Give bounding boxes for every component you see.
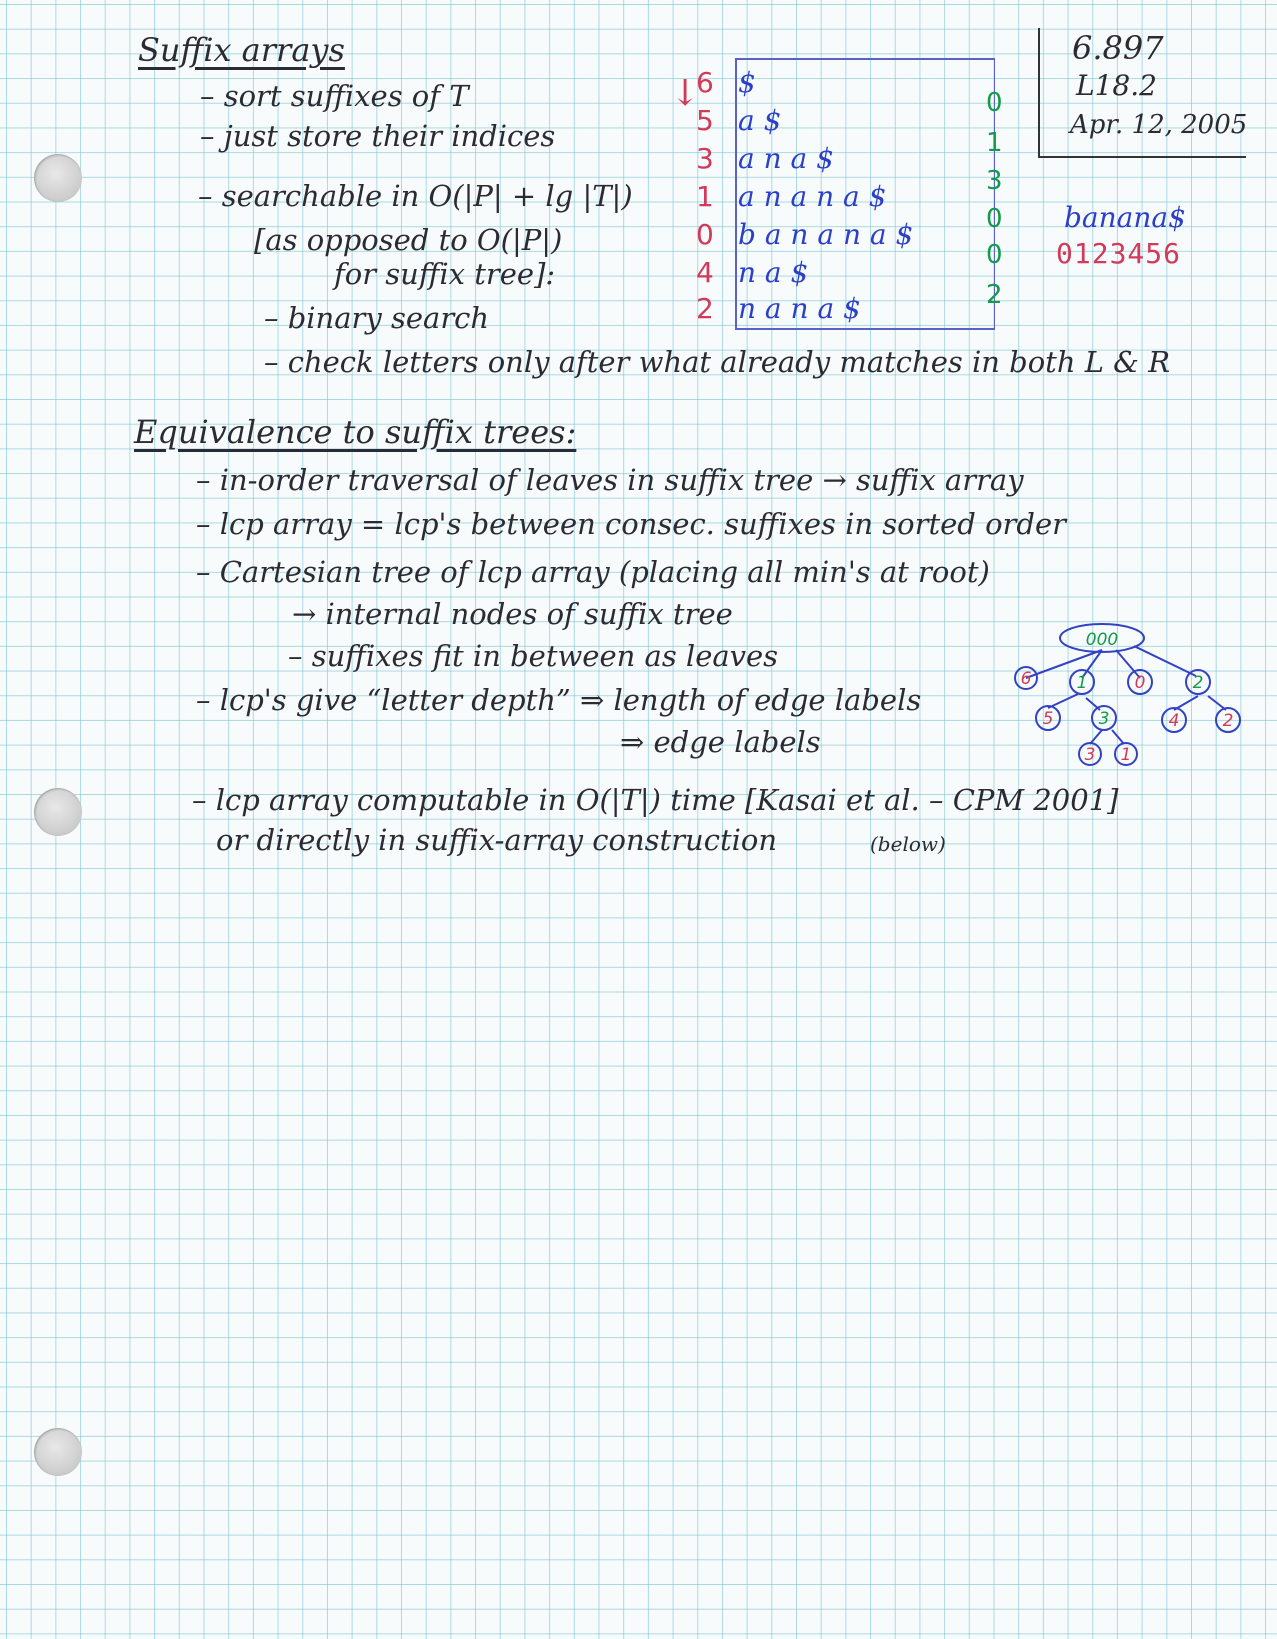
- sa-suffix: a n a n a $: [738, 180, 887, 213]
- sa-suffix: a n a $: [738, 142, 834, 175]
- sa-index: 0: [696, 218, 714, 251]
- lcp-value: 2: [986, 280, 1003, 310]
- suffix-arrays-heading: Suffix arrays: [138, 31, 345, 69]
- tree-node-label: 2: [1192, 673, 1204, 693]
- note-line: – searchable in O(|P| + lg |T|): [198, 179, 633, 213]
- tree-node-label: 0: [1134, 673, 1146, 693]
- note-line: – lcp array computable in O(|T|) time [Kasai et al. – CPM 2001]: [192, 783, 1119, 817]
- lcp-value: 3: [986, 166, 1003, 196]
- note-line: ⇒ edge labels: [620, 725, 821, 759]
- tree-node-label: 3: [1098, 709, 1110, 729]
- note-line: → internal nodes of suffix tree: [292, 597, 733, 631]
- sa-index: 4: [696, 256, 714, 289]
- example-string: banana$: [1064, 201, 1186, 234]
- lecture-number: L18.2: [1076, 69, 1157, 102]
- course-number: 6.897: [1072, 29, 1164, 67]
- tree-root-label: 000: [1085, 630, 1119, 650]
- note-line: – just store their indices: [200, 119, 556, 153]
- note-line: or directly in suffix-array construction: [216, 823, 778, 857]
- sa-index: 2: [696, 292, 714, 325]
- note-line: – lcp's give “letter depth” ⇒ length of edge labels: [196, 683, 922, 717]
- sa-suffix: $: [738, 66, 756, 99]
- lcp-value: 0: [986, 88, 1003, 118]
- tree-node-label: 1: [1120, 745, 1132, 765]
- lcp-value: 1: [986, 128, 1003, 158]
- down-arrow-icon: ↓: [670, 73, 701, 114]
- note-line: – check letters only after what already matches in both L & R: [264, 345, 1171, 379]
- sa-index: 3: [696, 142, 714, 175]
- sa-suffix: n a n a $: [738, 292, 861, 325]
- example-positions: 0123456: [1056, 237, 1182, 270]
- note-line: – binary search: [264, 301, 490, 335]
- note-line: – lcp array = lcp's between consec. suffixes in sorted order: [196, 507, 1066, 541]
- tree-node-label: 5: [1042, 709, 1054, 729]
- tree-node-label: 6: [1020, 669, 1032, 689]
- lcp-value: 0: [986, 240, 1003, 270]
- lcp-value: 0: [986, 204, 1003, 234]
- note-line: – Cartesian tree of lcp array (placing all min's at root): [196, 555, 990, 589]
- tree-node-label: 3: [1084, 745, 1096, 765]
- note-line: – suffixes fit in between as leaves: [288, 639, 779, 673]
- sa-index: 5: [696, 104, 714, 137]
- note-line: – sort suffixes of T: [200, 79, 469, 113]
- sa-suffix: a $: [738, 104, 782, 137]
- note-line: – in-order traversal of leaves in suffix tree → suffix array: [196, 463, 1024, 497]
- sa-suffix: n a $: [738, 256, 809, 289]
- sa-index: 6: [696, 66, 714, 99]
- equivalence-heading: Equivalence to suffix trees:: [134, 413, 577, 451]
- tree-node-label: 1: [1076, 673, 1088, 693]
- tree-node-label: 2: [1222, 711, 1234, 731]
- lecture-date: Apr. 12, 2005: [1070, 110, 1248, 140]
- note-aside: (below): [870, 832, 946, 856]
- note-line: [as opposed to O(|P|): [254, 223, 563, 257]
- sa-index: 1: [696, 180, 714, 213]
- tree-node-label: 4: [1168, 711, 1180, 731]
- note-line: for suffix tree]:: [334, 257, 556, 291]
- sa-suffix: b a n a n a $: [738, 218, 914, 251]
